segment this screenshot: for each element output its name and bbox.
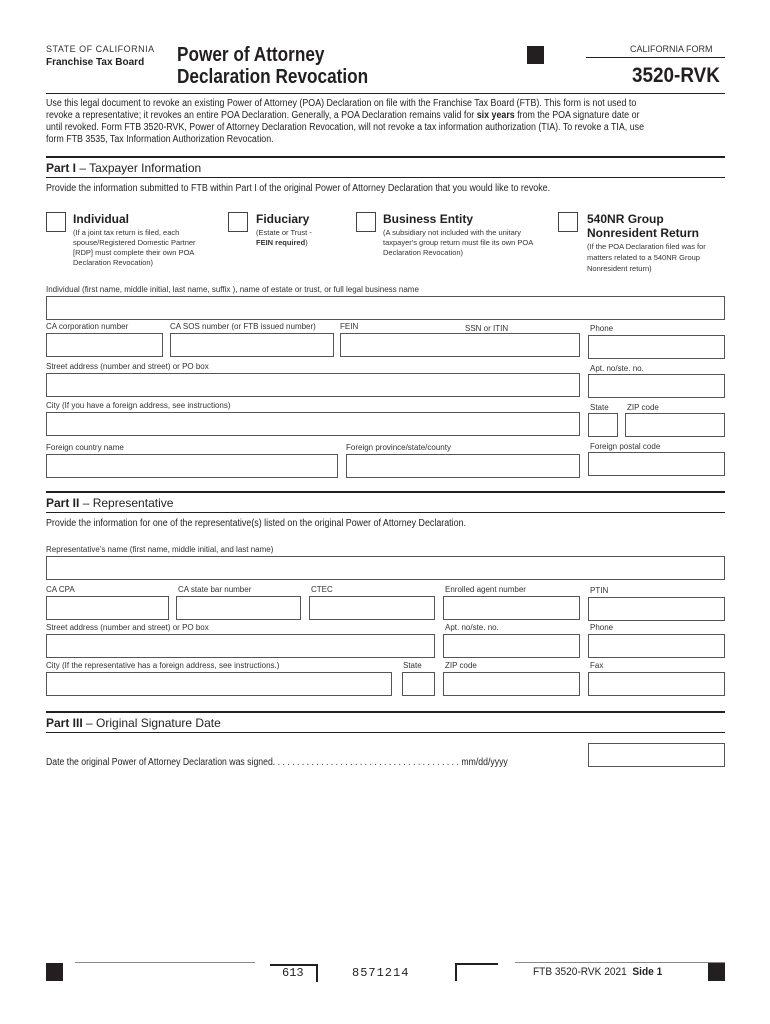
form-number: 3520-RVK bbox=[632, 64, 720, 87]
fein-label: FEIN bbox=[340, 322, 359, 331]
group-title-2: Nonresident Return bbox=[587, 226, 700, 240]
intro-line-3: until revoked. Form FTB 3520-RVK, Power of Attorney Declaration Revocation, will not revoke a tax information authorization (TIA). To revoke a TIA, use bbox=[46, 122, 645, 133]
footer-form-year: FTB 3520-RVK 2021 bbox=[533, 966, 627, 978]
rep-fax-label: Fax bbox=[590, 661, 604, 670]
intro-line-2 bbox=[46, 110, 720, 122]
footer-side: Side 1 bbox=[632, 966, 663, 978]
rep-fax-input[interactable] bbox=[588, 672, 725, 696]
state-label: STATE OF CALIFORNIA bbox=[46, 44, 155, 54]
ptin-label: PTIN bbox=[590, 586, 609, 595]
part2-top-rule bbox=[46, 491, 725, 493]
part2-heading bbox=[46, 496, 173, 510]
part1-top-rule bbox=[46, 156, 725, 158]
individual-checkbox[interactable] bbox=[46, 212, 66, 232]
province-label: Foreign province/state/county bbox=[346, 443, 451, 452]
part2-heading-rule bbox=[46, 512, 725, 513]
footer-corner-mark bbox=[455, 963, 498, 981]
rep-street-input[interactable] bbox=[46, 634, 435, 658]
name-input[interactable] bbox=[46, 296, 725, 320]
group-return-desc: (If the POA Declaration filed was for matters related to a 540NR Group Nonresident return) bbox=[587, 242, 706, 273]
part2-title: – Representative bbox=[79, 496, 174, 510]
fiduciary-desc-1: (Estate or Trust - bbox=[256, 228, 312, 237]
ca-cpa-input[interactable] bbox=[46, 596, 169, 620]
rep-phone-input[interactable] bbox=[588, 634, 725, 658]
city-input[interactable] bbox=[46, 412, 580, 436]
fiduciary-desc bbox=[256, 228, 346, 248]
rep-phone-label: Phone bbox=[590, 623, 614, 632]
ca-corp-label: CA corporation number bbox=[46, 322, 129, 331]
zip-input[interactable] bbox=[625, 413, 725, 437]
rep-city-input[interactable] bbox=[46, 672, 392, 696]
part3-heading bbox=[46, 716, 221, 730]
header-bottom-rule bbox=[46, 93, 725, 94]
footer-code1: 613 bbox=[282, 966, 304, 980]
rep-city-label: City (If the representative has a foreign address, see instructions.) bbox=[46, 661, 280, 670]
ca-cpa-label: CA CPA bbox=[46, 585, 75, 594]
california-form-label: CALIFORNIA FORM bbox=[630, 44, 713, 54]
group-title-1: 540NR Group bbox=[587, 212, 664, 226]
title-line-1: Power of Attorney bbox=[177, 44, 325, 66]
rep-state-label: State bbox=[403, 661, 422, 670]
registration-mark bbox=[527, 46, 544, 64]
leader-dots: . . . . . . . . . . . . . . . . . . . . . . . . . . . . . . . . . . . . . . . bbox=[272, 757, 459, 768]
agency-label: Franchise Tax Board bbox=[46, 57, 145, 68]
fiduciary-desc-2 bbox=[256, 238, 346, 248]
zip-label: ZIP code bbox=[627, 403, 659, 412]
rep-state-input[interactable] bbox=[402, 672, 435, 696]
rep-name-input[interactable] bbox=[46, 556, 725, 580]
business-entity-title: Business Entity bbox=[383, 212, 474, 226]
enrolled-label: Enrolled agent number bbox=[445, 585, 526, 594]
part2-instruction: Provide the information for one of the representative(s) listed on the original Power of Attorney Declaration. bbox=[46, 518, 467, 529]
footer-rule-left bbox=[75, 962, 255, 963]
bar-input[interactable] bbox=[176, 596, 301, 620]
footer-code2: 8571214 bbox=[352, 966, 410, 980]
fiduciary-title: Fiduciary bbox=[256, 212, 310, 226]
footer-registration-mark-right bbox=[708, 963, 725, 981]
apt-label: Apt. no/ste. no. bbox=[590, 364, 644, 373]
part1-heading bbox=[46, 161, 201, 175]
rep-apt-input[interactable] bbox=[443, 634, 580, 658]
phone-label: Phone bbox=[590, 324, 614, 333]
business-entity-checkbox[interactable] bbox=[356, 212, 376, 232]
signature-date-input[interactable] bbox=[588, 743, 725, 767]
header-rule bbox=[586, 57, 725, 58]
rep-name-label: Representative's name (first name, middle initial, and last name) bbox=[46, 545, 274, 554]
group-return-checkbox[interactable] bbox=[558, 212, 578, 232]
ptin-input[interactable] bbox=[588, 597, 725, 621]
ca-sos-label: CA SOS number (or FTB issued number) bbox=[170, 322, 316, 331]
apt-input[interactable] bbox=[588, 374, 725, 398]
fein-ssn-input[interactable] bbox=[340, 333, 580, 357]
street-input[interactable] bbox=[46, 373, 580, 397]
intro-paragraph bbox=[46, 98, 720, 146]
intro-line-2a: revoke a representative; it revokes an entire POA Declaration. Generally, a POA Declaration remains valid for bbox=[46, 110, 477, 121]
fiduciary-checkbox[interactable] bbox=[228, 212, 248, 232]
part1-instruction: Provide the information submitted to FTB within Part I of the original Power of Attorney Declaration that you would like to revoke. bbox=[46, 183, 551, 194]
individual-desc: (If a joint tax return is filed, each spouse/Registered Domestic Partner [RDP] must complete their own POA Declaration Revocation) bbox=[73, 228, 196, 267]
individual-title: Individual bbox=[73, 212, 130, 226]
ssn-label: SSN or ITIN bbox=[465, 324, 509, 333]
ca-corp-input[interactable] bbox=[46, 333, 163, 357]
fiduciary-desc-3: ) bbox=[305, 238, 308, 247]
part3-top-rule bbox=[46, 711, 725, 713]
name-label: Individual (first name, middle initial, last name, suffix ), name of estate or trust, or full legal business name bbox=[46, 285, 419, 294]
footer-registration-mark bbox=[46, 963, 63, 981]
postal-input[interactable] bbox=[588, 452, 725, 476]
ctec-input[interactable] bbox=[309, 596, 435, 620]
ca-sos-input[interactable] bbox=[170, 333, 334, 357]
date-format: mm/dd/yyyy bbox=[461, 757, 508, 768]
enrolled-input[interactable] bbox=[443, 596, 580, 620]
ctec-label: CTEC bbox=[311, 585, 333, 594]
part1-title: – Taxpayer Information bbox=[76, 161, 202, 175]
postal-label: Foreign postal code bbox=[590, 442, 661, 451]
bar-label: CA state bar number bbox=[178, 585, 252, 594]
city-label: City (If you have a foreign address, see instructions) bbox=[46, 401, 231, 410]
part3-title: – Original Signature Date bbox=[82, 716, 221, 730]
intro-line-4: form FTB 3535, Tax Information Authorization Revocation. bbox=[46, 134, 274, 145]
state-label-p1: State bbox=[590, 403, 609, 412]
street-label: Street address (number and street) or PO box bbox=[46, 362, 209, 371]
footer-rule-right bbox=[515, 962, 725, 963]
title-line-2: Declaration Revocation bbox=[177, 66, 369, 88]
part2-label: Part II bbox=[46, 496, 80, 510]
signature-date-label: Date the original Power of Attorney Declaration was signed bbox=[46, 757, 273, 768]
country-input[interactable] bbox=[46, 454, 338, 478]
part3-heading-rule bbox=[46, 732, 725, 733]
intro-line-1: Use this legal document to revoke an existing Power of Attorney (POA) Declaration on file with the Franchise Tax Board (FTB). This form is not used to bbox=[46, 98, 637, 109]
group-return-title bbox=[587, 212, 699, 240]
rep-zip-input[interactable] bbox=[443, 672, 580, 696]
rep-zip-label: ZIP code bbox=[445, 661, 477, 670]
form-title bbox=[177, 44, 368, 88]
footer-form-label bbox=[533, 966, 662, 978]
rep-apt-label: Apt. no/ste. no. bbox=[445, 623, 499, 632]
part1-label: Part I bbox=[46, 161, 77, 175]
country-label: Foreign country name bbox=[46, 443, 124, 452]
six-years-text: six years bbox=[476, 110, 515, 121]
phone-input[interactable] bbox=[588, 335, 725, 359]
part1-heading-rule bbox=[46, 177, 725, 178]
part3-label: Part III bbox=[46, 716, 83, 730]
fein-required: FEIN required bbox=[256, 238, 306, 247]
rep-street-label: Street address (number and street) or PO box bbox=[46, 623, 209, 632]
signature-date-row bbox=[46, 757, 508, 769]
province-input[interactable] bbox=[346, 454, 580, 478]
intro-line-2c: from the POA signature date or bbox=[514, 110, 640, 121]
business-entity-desc: (A subsidiary not included with the unitary taxpayer's group return must file its own POA Declaration Revocation) bbox=[383, 228, 533, 257]
state-input[interactable] bbox=[588, 413, 618, 437]
